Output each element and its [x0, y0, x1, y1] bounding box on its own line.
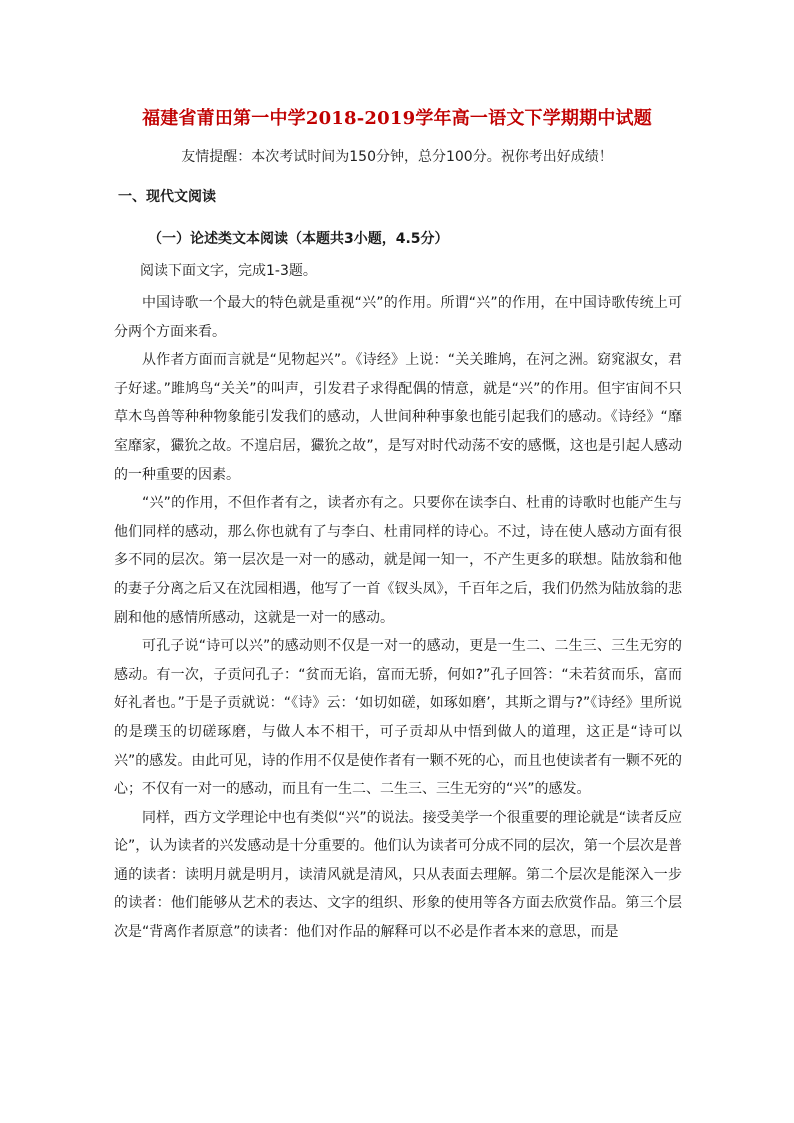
passage-paragraph: 可孔子说“诗可以兴”的感动则不仅是一对一的感动，更是一生二、二生三、三生无穷的感动。有一次，子贡问孔子：“贫而无谄，富而无骄，何如?”孔子回答：“未若贫而乐，富而好礼者也。”于是子贡就说：“《诗》云：‘如切如磋，如琢如磨’，其斯之谓与?”《诗经》里所说的是璞玉的切磋琢磨，与做人本不相干，可子贡却从中悟到做人的道理，这正是“诗可以兴”的感发。由此可见，诗的作用不仅是使作者有一颗不死的心，而且也使读者有一颗不死的心；不仅有一对一的感动，而且有一生二、二生三、三生无穷的“兴”的感发。: [114, 638, 682, 798]
passage-paragraph: 中国诗歌一个最大的特色就是重视“兴”的作用。所谓“兴”的作用，在中国诗歌传统上可分两个方面来看。: [114, 295, 682, 340]
exam-notice: 友情提醒：本次考试时间为150分钟，总分100分。祝你考出好成绩！: [181, 149, 613, 165]
exam-title: 福建省莆田第一中学2018-2019学年高一语文下学期期中试题: [142, 108, 652, 129]
passage-paragraph: 同样，西方文学理论中也有类似“兴”的说法。接受美学一个很重要的理论就是“读者反应论”，认为读者的兴发感动是十分重要的。他们认为读者可分成不同的层次，第一个层次是普通的读者：读明月就是明月，读清风就是清风，只从表面去理解。第二个层次是能深入一步的读者：他们能够从艺术的表达、文字的组织、形象的使用等各方面去欣赏作品。第三个层次是“背离作者原意”的读者：他们对作品的解释可以不必是作者本来的意思，而是: [114, 809, 682, 941]
passage-paragraph: “兴”的作用，不但作者有之，读者亦有之。只要你在读李白、杜甫的诗歌时也能产生与他们同样的感动，那么你也就有了与李白、杜甫同样的诗心。不过，诗在使人感动方面有很多不同的层次。第一层次是一对一的感动，就是闻一知一，不产生更多的联想。陆放翁和他的妻子分离之后又在沈园相遇，他写了一首《钗头凤》，千百年之后，我们仍然为陆放翁的悲剧和他的感情所感动，这就是一对一的感动。: [114, 495, 682, 626]
subsection-heading: （一）论述类文本阅读（本题共3小题，4.5分）: [148, 231, 449, 247]
reading-passage: [114, 289, 682, 947]
reading-instruction: 阅读下面文字，完成1-3题。: [140, 263, 317, 279]
section-heading: 一、现代文阅读: [118, 189, 216, 205]
passage-paragraph: 从作者方面而言就是“见物起兴”。《诗经》上说：“关关雎鸠，在河之洲。窈窕淑女，君子好逑。”雎鸠鸟“关关”的叫声，引发君子求得配偶的情意，就是“兴”的作用。但宇宙间不只草木鸟兽等种种物象能引发我们的感动，人世间种种事象也能引起我们的感动。《诗经》“靡室靡家，玁狁之故。不遑启居，玁狁之故”，是写对时代动荡不安的感慨，这也是引起人感动的一种重要的因素。: [114, 352, 682, 483]
